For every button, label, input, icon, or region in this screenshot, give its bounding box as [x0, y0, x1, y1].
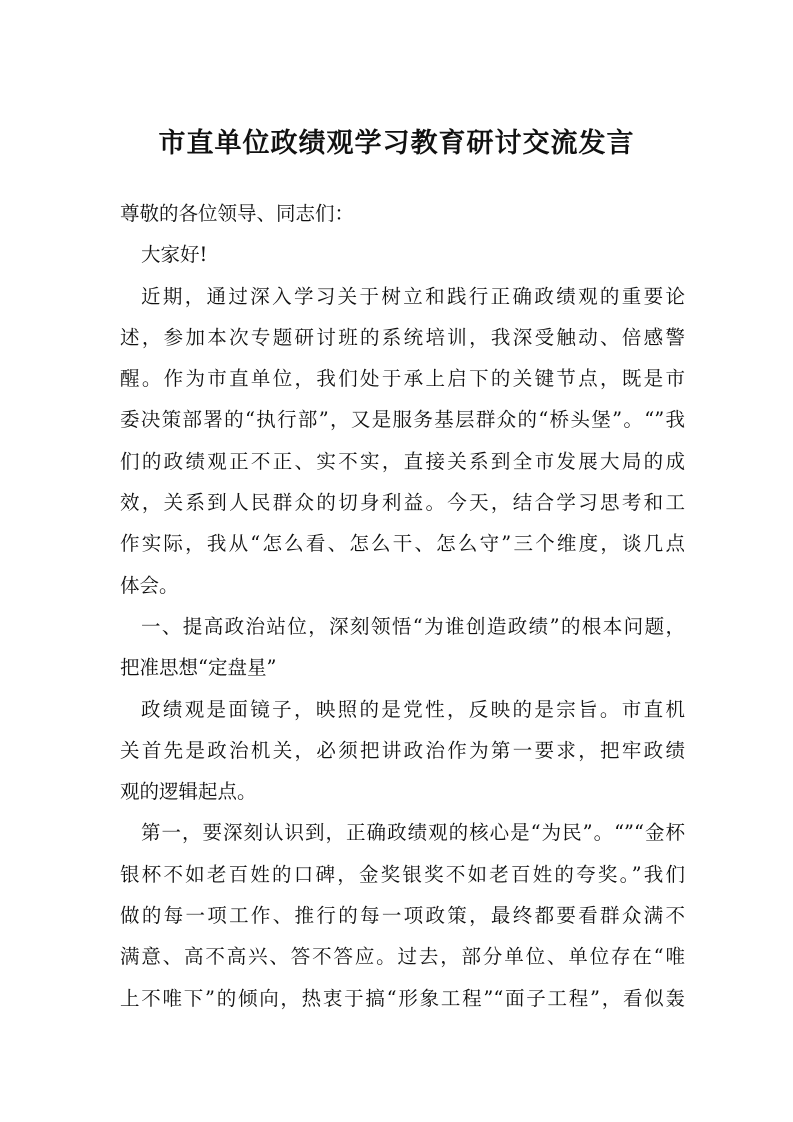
text-line: 满意、高不高兴、答不答应。过去，部分单位、单位存在“唯 — [120, 945, 685, 969]
text-line: 一、提高政治站位，深刻领悟“为谁创造政绩”的根本问题， — [141, 614, 685, 638]
document-body — [120, 193, 685, 1019]
paragraph-first-point — [120, 812, 685, 1018]
text-line: 作实际，我从“怎么看、怎么干、怎么守”三个维度，谈几点 — [120, 532, 685, 556]
text-line: 醒。作为市直单位，我们处于承上启下的关键节点，既是市 — [120, 367, 685, 391]
greeting: 大家好! — [141, 243, 208, 267]
text-line: 述，参加本次专题研讨班的系统培训，我深受触动、倍感警 — [120, 325, 685, 349]
text-line: 们的政绩观正不正、实不实，直接关系到全市发展大局的成 — [120, 449, 685, 473]
document-title: 市直单位政绩观学习教育研讨交流发言 — [158, 128, 635, 159]
text-line: 做的每一项工作、推行的每一项政策，最终都要看群众满不 — [120, 904, 685, 928]
text-line: 体会。 — [120, 573, 179, 597]
text-line: 效，关系到人民群众的切身利益。今天，结合学习思考和工 — [120, 491, 685, 515]
text-line: 关首先是政治机关，必须把讲政治作为第一要求，把牢政绩 — [120, 738, 685, 762]
text-line: 观的逻辑起点。 — [120, 780, 257, 804]
text-line: 把准思想“定盘星” — [120, 656, 277, 680]
section-heading-1 — [120, 606, 685, 689]
text-line: 第一，要深刻认识到，正确政绩观的核心是“为民”。“”“金杯 — [141, 821, 685, 845]
text-line: 上不唯下”的倾向，热衷于搞“形象工程”“面子工程”，看似轰 — [120, 986, 685, 1010]
text-line: 政绩观是面镜子，映照的是党性，反映的是宗旨。市直机 — [141, 697, 685, 721]
paragraph-politics — [120, 689, 685, 813]
text-line: 委决策部署的“执行部”，又是服务基层群众的“桥头堡”。“”我 — [120, 408, 685, 432]
paragraph-intro — [120, 276, 685, 606]
text-line: 近期，通过深入学习关于树立和践行正确政绩观的重要论 — [141, 284, 685, 308]
salutation: 尊敬的各位领导、同志们： — [120, 202, 355, 225]
text-line: 银杯不如老百姓的口碑，金奖银奖不如老百姓的夸奖。”我们 — [120, 862, 685, 886]
